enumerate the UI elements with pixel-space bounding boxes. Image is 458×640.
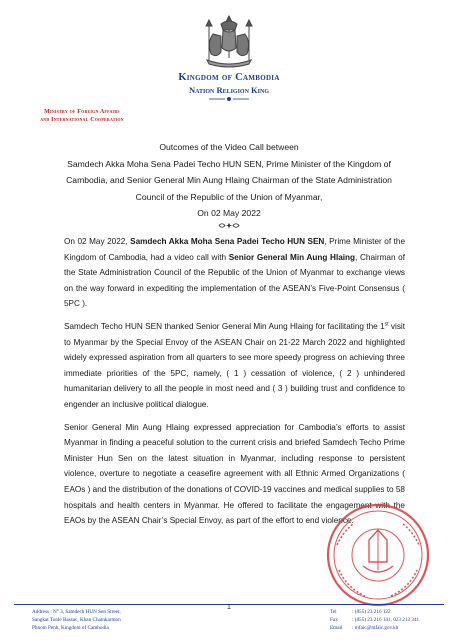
tel-value: : (855) 23 216 122 bbox=[352, 609, 391, 615]
royal-coat-of-arms-icon bbox=[199, 12, 259, 70]
khmer-ornament-icon bbox=[217, 222, 241, 229]
footer-address bbox=[32, 608, 212, 632]
title-line-1: Outcomes of the Video Call between bbox=[159, 142, 299, 152]
fax-value: : (855) 23 216 141, 023 213 341 bbox=[352, 617, 420, 623]
paragraph-1 bbox=[64, 234, 405, 312]
fax-label: Fax bbox=[330, 617, 338, 623]
ministry-line-1: Ministry of Foreign Affairs bbox=[44, 109, 120, 115]
address-line-1: Address : N° 3, Samdech HUN Sen Street, bbox=[32, 609, 121, 615]
paragraph-3: Senior General Min Aung Hlaing expressed appreciation for Cambodia’s efforts to assist Myanmar in finding a peaceful solution to the current crisis and briefed Samdech Techo Prime Minister Hun Sen on the latest situation in Myanmar, including response to persistent violence, overture to negotiate a ceasefire agreement with all Ethnic Armed Organizations ( EAOs ) and the distribution of the donations of COVID-19 vaccines and medical supplies to 58 hospitals and health centers in Myanmar. He offered to facilitate the engagement with the EAOs by the ASEAN Chair’s Special Envoy, as part of the effort to end violence. bbox=[64, 422, 405, 526]
p1-text-c: , Prime Minister of the Kingdom of Cambodia, had a video call with bbox=[64, 237, 406, 262]
footer-contact bbox=[330, 608, 455, 632]
document-body bbox=[64, 234, 405, 536]
p1-bold-min-aung-hlaing: Senior General Min Aung Hlaing bbox=[228, 252, 356, 262]
tel-label: Tel bbox=[330, 609, 337, 615]
contact-fax bbox=[330, 616, 455, 624]
p2-text-a: Samdech Techo HUN SEN thanked Senior General Min Aung Hlaing for facilitating the 1 bbox=[64, 321, 385, 331]
p2-superscript: st bbox=[384, 321, 389, 328]
contact-email bbox=[330, 624, 455, 632]
letterhead-kingdom: Kingdom of Cambodia bbox=[178, 72, 280, 83]
page-number: 1 bbox=[227, 604, 231, 611]
p1-bold-hun-sen: Samdech Akka Moha Sena Padei Techo HUN SEN bbox=[130, 237, 325, 246]
contact-tel bbox=[330, 608, 455, 616]
title-line-3: Cambodia, and Senior General Min Aung Hlaing Chairman of the State Administration bbox=[66, 175, 392, 186]
official-red-seal-icon bbox=[317, 500, 439, 610]
ministry-name bbox=[12, 108, 152, 124]
ministry-line-2: and International Cooperation bbox=[40, 117, 124, 123]
p1-text-a: On 02 May 2022, bbox=[64, 237, 131, 246]
document-title bbox=[50, 139, 408, 222]
ornamental-divider-icon bbox=[207, 96, 251, 102]
paragraph-2 bbox=[64, 319, 405, 413]
address-line-2: Sangkat Tonle Bassac, Khan Chamkarmon bbox=[32, 617, 121, 623]
title-line-4: Council of the Republic of the Union of Myanmar, bbox=[135, 191, 323, 202]
email-label: Email bbox=[330, 625, 343, 631]
email-value[interactable]: : mfaic@mfaic.gov.kh bbox=[352, 625, 399, 631]
letterhead-motto: Nation Religion King bbox=[188, 85, 270, 95]
address-line-3: Phnom Penh, Kingdom of Cambodia bbox=[32, 625, 109, 631]
title-line-2: Samdech Akka Moha Sena Padei Techo HUN SEN, Prime Minister of the Kingdom of bbox=[67, 158, 391, 169]
p2-text-b: visit to Myanmar by the Special Envoy of the ASEAN Chair on 21-22 March 2022 and highlighted widely expressed aspiration from all quarters to see more speedy progress on achieving three immediate priorities of the 5PC, namely, ( 1 ) cessation of violence, ( 2 ) unhindered humanitarian delivery to all the people in most need and ( 3 ) building trust and confidence to engender an inclusive political dialogue. bbox=[64, 321, 406, 409]
p1-text-e: , Chairman of the State Administration Council of the Republic of the Union of Myanmar to exchange views on the way forward in expediting the implementation of the ASEAN’s Five-Point Consensus ( 5PC ). bbox=[64, 252, 405, 309]
title-date: On 02 May 2022 bbox=[197, 208, 261, 219]
